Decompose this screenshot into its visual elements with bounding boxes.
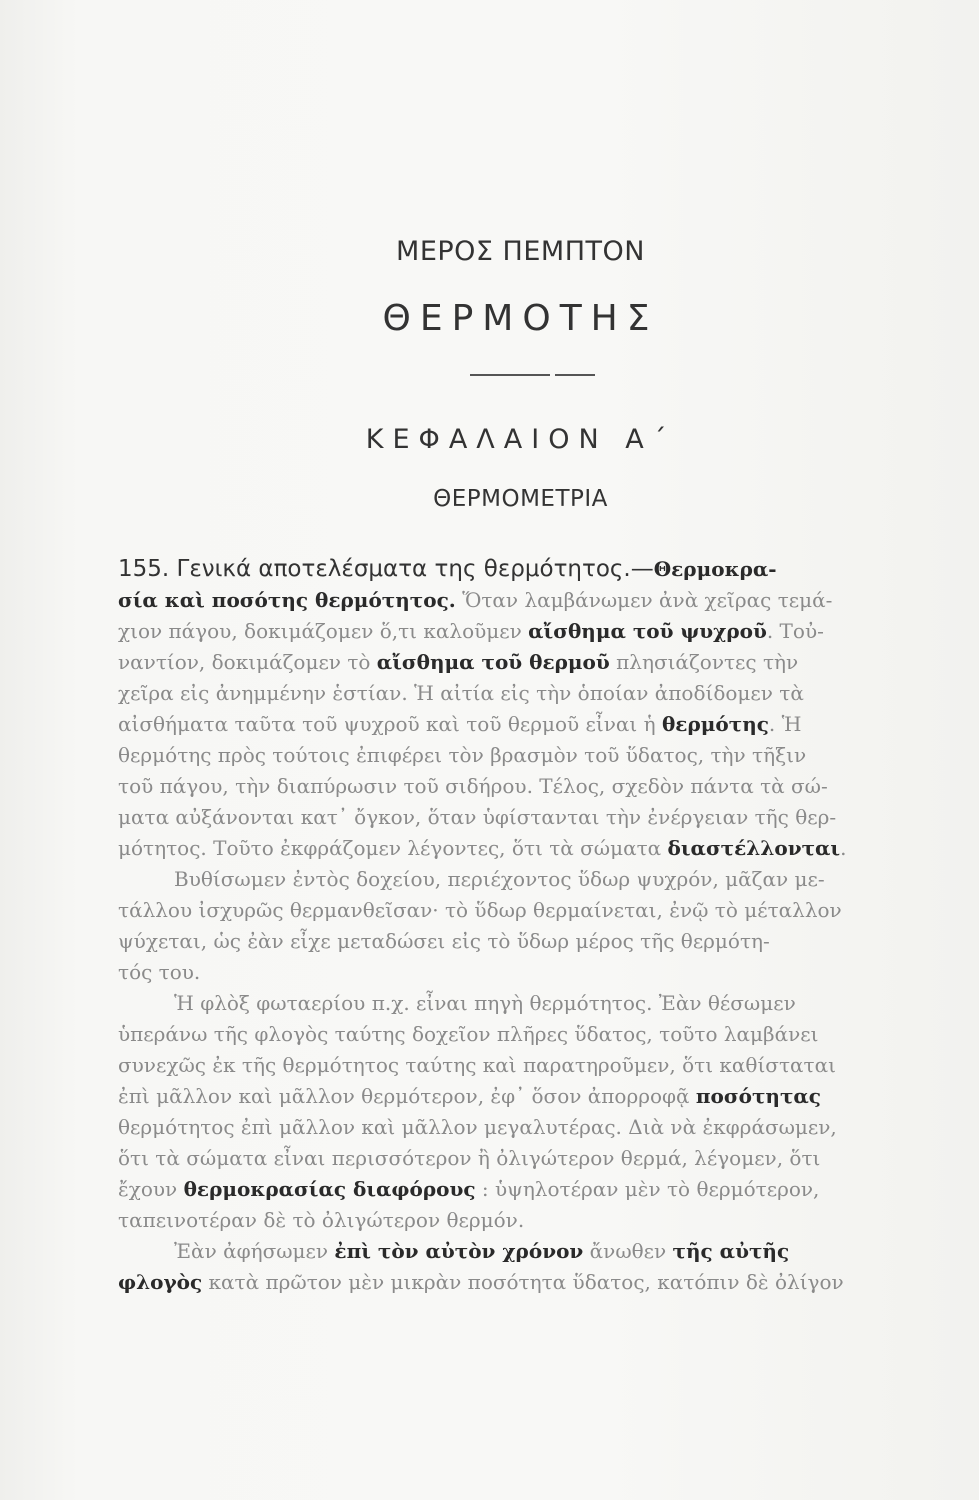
body-text [118, 554, 960, 1298]
text-run: ὅτι τὰ σώματα εἶναι περισσότερον ἢ ὀλιγώτερον θερμά, λέγομεν, ὅτι [118, 1146, 821, 1170]
chapter-heading: ΚΕΦΑΛΑΙΟΝ Α΄ [365, 424, 676, 455]
text-line [118, 1267, 960, 1298]
text-run: Βυθίσωμεν ἐντὸς δοχείου, περιέχοντος ὕδωρ ψυχρόν, μᾶζαν με- [174, 867, 825, 891]
bold-term: ποσότητας [695, 1084, 821, 1108]
text-run: : ὑψηλοτέραν μὲν τὸ θερμότερον, [475, 1177, 820, 1201]
text-line [118, 1143, 960, 1174]
text-run: ψύχεται, ὡς ἐὰν εἶχε μεταδώσει εἰς τὸ ὕδωρ μέρος τῆς θερμότη- [118, 929, 770, 953]
bold-term: φλογὸς [118, 1270, 203, 1294]
section-heading: 155. Γενικά αποτελέσματα της θερμότητος.— [118, 556, 654, 582]
text-run: θερμότης πρὸς τούτοις ἐπιφέρει τὸν βρασμὸν τοῦ ὕδατος, τὴν τῆξιν [118, 743, 807, 767]
bold-term: αἴσθημα τοῦ θερμοῦ [376, 650, 610, 674]
divider-rule-left [470, 374, 550, 376]
text-line [118, 1112, 960, 1143]
text-run: αἰσθήματα ταῦτα τοῦ ψυχροῦ καὶ τοῦ θερμοῦ εἶναι ἡ [118, 712, 662, 736]
text-run: μότητος. Τοῦτο ἐκφράζομεν λέγοντες, ὅτι τὰ σώματα [118, 836, 668, 860]
text-line [118, 1019, 960, 1050]
text-line [118, 678, 960, 709]
text-run: . [840, 836, 847, 860]
text-line [118, 1050, 960, 1081]
bold-term: Θερμοκρα- [653, 557, 777, 581]
bold-term: θερμοκρασίας διαφόρους [183, 1177, 476, 1201]
chapter-title: ΘΕΡΜΟΜΕΤΡΙΑ [433, 486, 608, 512]
text-line [118, 957, 960, 988]
text-line [118, 1205, 960, 1236]
text-run: χεῖρα εἰς ἀνημμένην ἑστίαν. Ἡ αἰτία εἰς τὴν ὁποίαν ἀποδίδομεν τὰ [118, 681, 804, 705]
text-line [118, 771, 960, 802]
text-line [118, 1174, 960, 1205]
text-run: τός του. [118, 960, 201, 984]
text-line [118, 895, 960, 926]
text-run: ἔχουν [118, 1177, 184, 1201]
text-line [118, 926, 960, 957]
text-run: ναντίον, δοκιμάζομεν τὸ [118, 650, 377, 674]
text-run: Ἐὰν ἀφήσωμεν [174, 1239, 335, 1263]
text-run: κατὰ πρῶτον μὲν μικρὰν ποσότητα ὕδατος, κατόπιν δὲ ὀλίγον [202, 1270, 844, 1294]
text-run: ἐπὶ μᾶλλον καὶ μᾶλλον θερμότερον, ἐφ᾿ ὅσον ἀπορροφᾷ [118, 1084, 696, 1108]
divider-rule-right [555, 374, 595, 376]
text-run: τάλλου ἰσχυρῶς θερμανθεῖσαν· τὸ ὕδωρ θερμαίνεται, ἐνῷ τὸ μέταλλον [118, 898, 842, 922]
bold-term: τῆς αὐτῆς [672, 1239, 790, 1263]
text-run: ταπεινοτέραν δὲ τὸ ὀλιγώτερον θερμόν. [118, 1208, 525, 1232]
text-run: θερμότητος ἐπὶ μᾶλλον καὶ μᾶλλον μεγαλυτέρας. Διὰ νὰ ἐκφράσωμεν, [118, 1115, 837, 1139]
text-line [118, 585, 960, 616]
text-line [118, 1236, 960, 1267]
text-run: πλησιάζοντες τὴν [609, 650, 799, 674]
bold-term: ἐπὶ τὸν αὐτὸν χρόνον [334, 1239, 584, 1263]
text-run: . Ἡ [768, 712, 802, 736]
text-run: ματα αὐξάνονται κατ᾿ ὄγκον, ὅταν ὑφίστανται τὴν ἐνέργειαν τῆς θερ- [118, 805, 837, 829]
text-line [118, 988, 960, 1019]
text-line [118, 864, 960, 895]
text-line [118, 740, 960, 771]
text-run: συνεχῶς ἐκ τῆς θερμότητος ταύτης καὶ παρατηροῦμεν, ὅτι καθίσταται [118, 1053, 836, 1077]
text-run: Ἡ φλὸξ φωταερίου π.χ. εἶναι πηγὴ θερμότητος. Ἐὰν θέσωμεν [174, 991, 796, 1015]
bold-term: διαστέλλονται [667, 836, 841, 860]
text-run: χιον πάγου, δοκιμάζομεν ὅ,τι καλοῦμεν [118, 619, 529, 643]
text-run: Ὅταν λαμβάνωμεν ἀνὰ χεῖρας τεμά- [455, 588, 833, 612]
subject-heading: ΘΕΡΜΟΤΗΣ [382, 298, 659, 339]
text-line [118, 554, 960, 585]
text-line [118, 802, 960, 833]
text-run: ἄνωθεν [583, 1239, 673, 1263]
part-heading: ΜΕΡΟΣ ΠΕΜΠΤΟΝ [396, 236, 645, 267]
bold-term: σία καὶ ποσότης θερμότητος. [118, 588, 456, 612]
text-run: ὑπεράνω τῆς φλογὸς ταύτης δοχεῖον πλῆρες ὕδατος, τοῦτο λαμβάνει [118, 1022, 819, 1046]
text-line [118, 833, 960, 864]
text-line [118, 709, 960, 740]
text-run: τοῦ πάγου, τὴν διαπύρωσιν τοῦ σιδήρου. Τέλος, σχεδὸν πάντα τὰ σώ- [118, 774, 828, 798]
text-line [118, 1081, 960, 1112]
bold-term: αἴσθημα τοῦ ψυχροῦ [528, 619, 767, 643]
text-run: . Τοὐ- [766, 619, 824, 643]
text-line [118, 616, 960, 647]
bold-term: θερμότης [661, 712, 769, 736]
text-line [118, 647, 960, 678]
